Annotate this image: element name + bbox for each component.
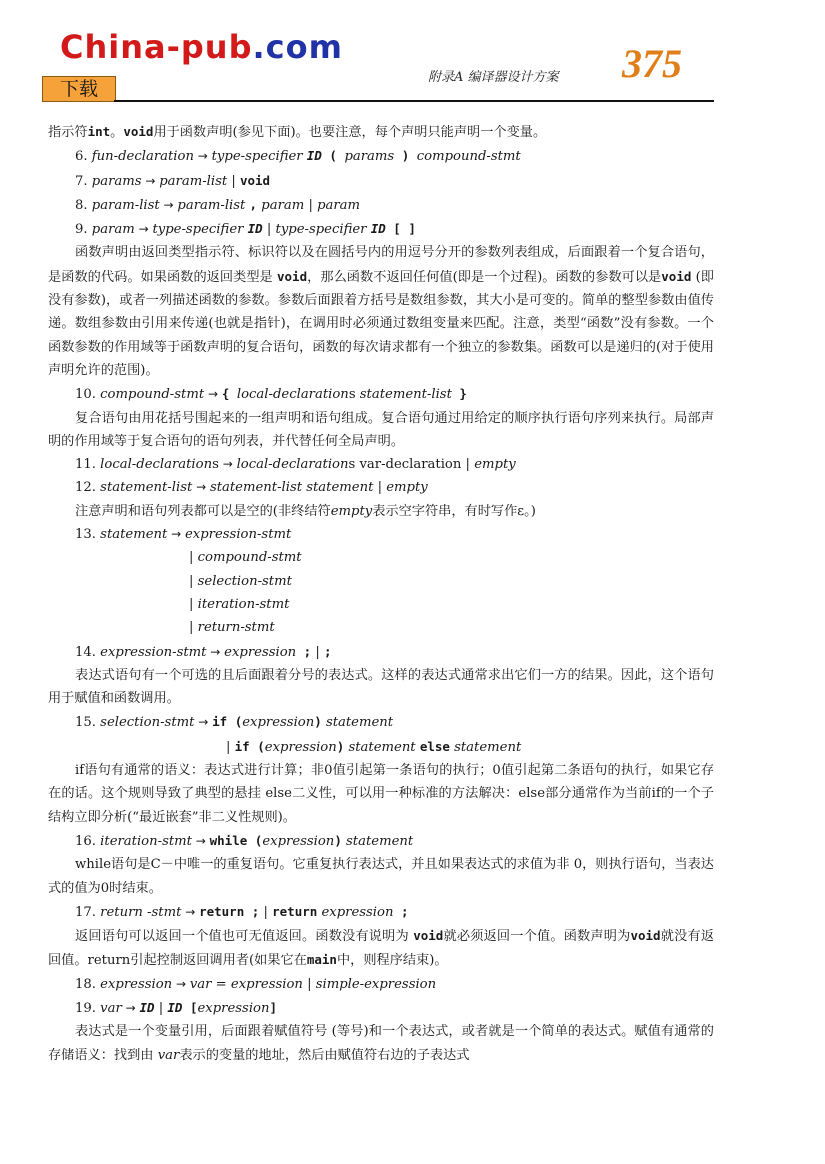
grammar-rule-9: 9. param → type-specifier ID | type-specifier ID [ ] <box>75 221 416 238</box>
page-header <box>40 28 714 98</box>
grammar-alternative: | return-stmt <box>189 620 275 636</box>
grammar-rule-12: 12. statement-list → statement-list statement | empty <box>75 480 428 496</box>
paragraph: 复合语句由用花括号围起来的一组声明和语句组成。复合语句通过用给定的顺序执行语句序列来执行。局部声明的作用域等于复合语句的语句列表，并代替任何全局声明。 <box>48 410 714 449</box>
grammar-rule-18: 18. expression → var = expression | simple-expression <box>75 976 437 992</box>
grammar-rule-16: 16. iteration-stmt → while (expression) statement <box>75 832 414 849</box>
text-line: 注意声明和语句列表都可以是空的(非终结符empty表示空字符串，有时写作ε。) <box>75 503 536 519</box>
paragraph: 表达式是一个变量引用，后面跟着赋值符号 (等号)和一个表达式，或者就是一个简单的表达式。赋值有通常的存储语义：找到由 var表示的变量的地址，然后由赋值符右边的子表达式 <box>48 1024 714 1063</box>
grammar-alternative: | iteration-stmt <box>189 596 290 612</box>
grammar-rule-7: 7. params → param-list | void <box>75 172 271 189</box>
page-body <box>48 120 714 1067</box>
grammar-rule-11: 11. local-declarations → local-declarations var-declaration | empty <box>75 457 516 473</box>
paragraph: 函数声明由返回类型指示符、标识符以及在圆括号内的用逗号分开的参数列表组成，后面跟着一个复合语句，是函数的代码。如果函数的返回类型是 void，那么函数不返回任何值(即是一个过程)。函数的参数可以是void (即没有参数)，或者一列描述函数的参数。参数后面跟着方括号是数组参数，其大小是可变的。简单的整型参数由值传递。数组参数由引用来传递(也就是指针)，在调用时必须通过数组变量来匹配。注意，类型“函数”没有参数。一个函数参数的作用域等于函数声明的复合语句，函数的每次请求都有一个独立的参数集。函数可以是递归的(对于使用声明允许的范围)。 <box>48 245 714 378</box>
grammar-alternative: | compound-stmt <box>189 550 302 566</box>
grammar-rule-10: 10. compound-stmt → { local-declarations statement-list } <box>75 386 467 403</box>
grammar-alternative: | if (expression) statement else statement <box>226 738 522 755</box>
paragraph: 返回语句可以返回一个值也可无值返回。函数没有说明为 void就必须返回一个值。函数声明为void就没有返回值。return引起控制返回调用者(如果它在main中，则程序结束)。 <box>48 928 715 969</box>
running-title: 附录A 编译器设计方案 <box>428 70 559 85</box>
text-line: 指示符int。void用于函数声明(参见下面)。也要注意，每个声明只能声明一个变量。 <box>48 124 547 140</box>
grammar-rule-15: 15. selection-stmt → if (expression) statement <box>75 714 394 731</box>
header-rule <box>114 100 714 102</box>
grammar-alternative: | selection-stmt <box>189 573 292 589</box>
paragraph: 表达式语句有一个可选的且后面跟着分号的表达式。这样的表达式通常求出它们一方的结果。因此，这个语句用于赋值和函数调用。 <box>48 667 714 707</box>
grammar-rule-13: 13. statement → expression-stmt <box>75 527 292 543</box>
paragraph: if语句有通常的语义：表达式进行计算；非0值引起第一条语句的执行；0值引起第二条语句的执行，如果它存在的话。这个规则导致了典型的悬挂 else二义性，可以用一种标准的方法解决：else部分通常作为当前if的一个子结构立即分析(“最近嵌套”非二义性规则)。 <box>48 763 714 825</box>
grammar-rule-6: 6. fun-declaration → type-specifier ID ( params ) compound-stmt <box>75 148 521 165</box>
china-pub-logo: China-pub.com <box>60 28 343 66</box>
paragraph: while语句是C－中唯一的重复语句。它重复执行表达式，并且如果表达式的求值为非 0，则执行语句，当表达式的值为0时结束。 <box>48 857 714 896</box>
grammar-rule-19: 19. var → ID | ID [expression] <box>75 999 278 1016</box>
grammar-rule-17: 17. return -stmt → return ; | return expression ; <box>75 903 409 920</box>
grammar-rule-8: 8. param-list → param-list , param | param <box>75 196 361 213</box>
grammar-rule-14: 14. expression-stmt → expression ; | ; <box>75 643 332 660</box>
page-number: 375 <box>622 41 682 86</box>
download-label: 下载 <box>42 76 116 102</box>
